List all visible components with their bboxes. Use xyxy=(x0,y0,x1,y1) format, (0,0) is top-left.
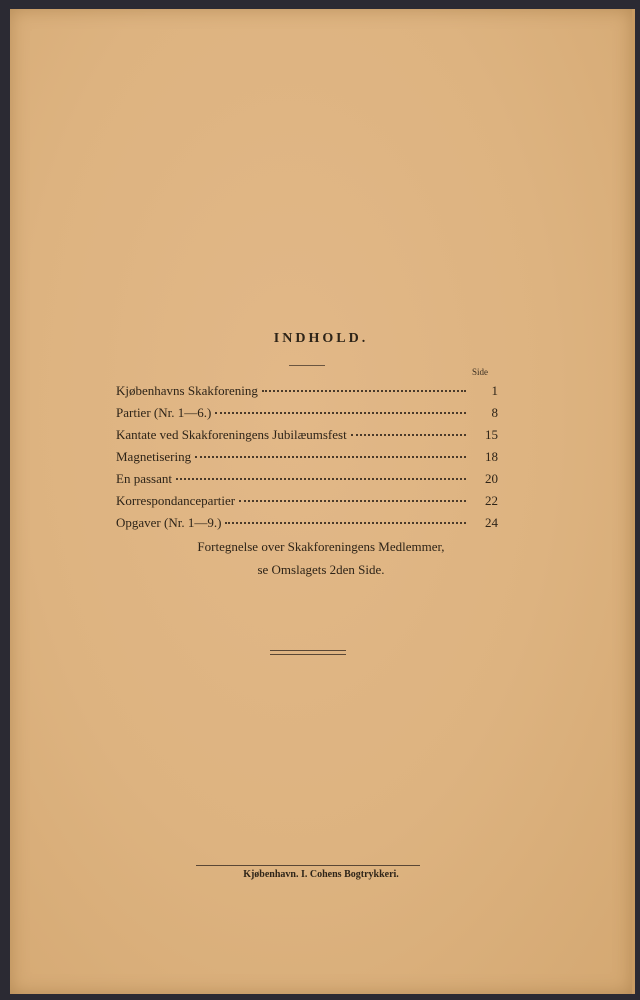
toc-entry xyxy=(116,515,498,537)
toc-entry-page: 24 xyxy=(485,515,498,530)
toc-entry-title: Partier (Nr. 1—6.) xyxy=(116,405,212,420)
toc-leader-dots xyxy=(239,500,466,502)
toc-leader-dots xyxy=(351,434,466,436)
toc-entry xyxy=(116,405,498,427)
toc-entry xyxy=(116,471,498,493)
toc-entry-page: 20 xyxy=(485,471,498,486)
toc-entry-page: 22 xyxy=(485,493,498,508)
toc-leader-dots xyxy=(176,478,466,480)
toc-leader-dots xyxy=(215,412,466,414)
page-title: INDHOLD. xyxy=(273,331,369,346)
document-page xyxy=(10,9,635,994)
footer-rule xyxy=(196,865,420,866)
members-list-note: Fortegnelse over Skakforeningens Medlemmer, xyxy=(197,539,445,554)
toc-entry-title: Korrespondancepartier xyxy=(116,493,236,508)
toc-entry-page: 15 xyxy=(485,427,498,442)
toc-entry-title: Opgaver (Nr. 1—9.) xyxy=(116,515,222,530)
table-of-contents xyxy=(116,383,498,537)
toc-leader-dots xyxy=(225,522,466,524)
decorative-double-rule xyxy=(270,650,346,655)
toc-entry xyxy=(116,449,498,471)
title-rule xyxy=(289,365,325,366)
toc-entry xyxy=(116,427,498,449)
toc-entry-title: En passant xyxy=(116,471,172,486)
toc-leader-dots xyxy=(262,390,466,392)
toc-entry-title: Kantate ved Skakforeningens Jubilæumsfest xyxy=(116,427,347,442)
side-column-label: Side xyxy=(472,367,489,377)
toc-entry-page: 18 xyxy=(485,449,498,464)
toc-entry-title: Kjøbenhavns Skakforening xyxy=(116,383,258,398)
toc-leader-dots xyxy=(195,456,466,458)
toc-entry xyxy=(116,383,498,405)
printer-imprint: Kjøbenhavn. I. Cohens Bogtrykkeri. xyxy=(243,869,399,880)
toc-entry xyxy=(116,493,498,515)
toc-entry-title: Magnetisering xyxy=(116,449,192,464)
toc-entry-page: 1 xyxy=(491,383,498,398)
toc-entry-page: 8 xyxy=(491,405,498,420)
members-list-note-continued: se Omslagets 2den Side. xyxy=(257,562,385,577)
